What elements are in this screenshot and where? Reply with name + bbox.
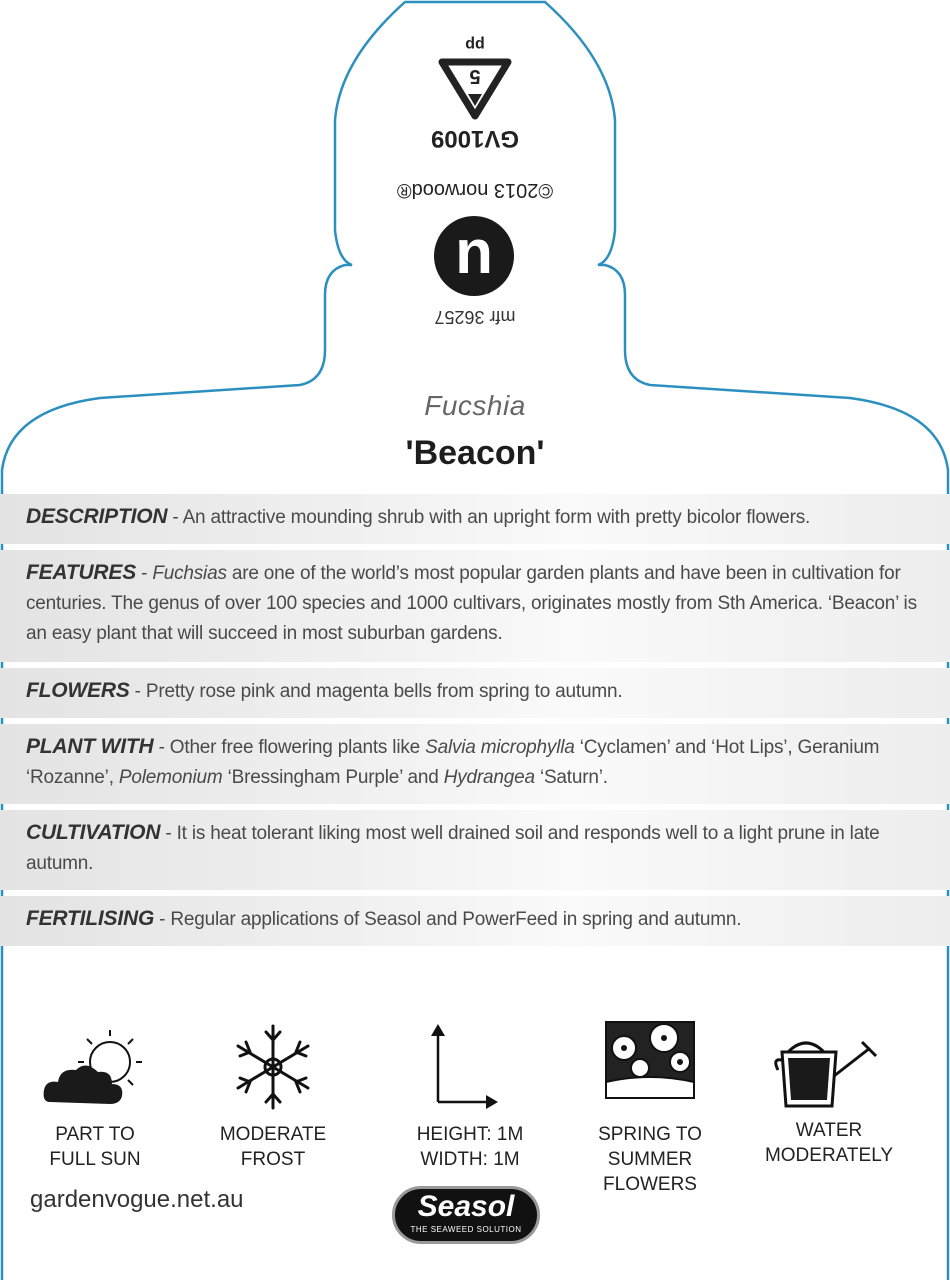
season-label-line3: FLOWERS bbox=[603, 1174, 697, 1195]
water-label-line2: MODERATELY bbox=[764, 1145, 894, 1166]
flowers-text: Pretty rose pink and magenta bells from spring to autumn. bbox=[145, 681, 623, 702]
description-section: DESCRIPTION - An attractive mounding shrub with an upright form with pretty bicolor flowers. bbox=[0, 494, 950, 544]
product-code: GV1009 bbox=[430, 125, 520, 152]
water-label bbox=[754, 1118, 904, 1168]
season-label-line1: SPRING TO bbox=[598, 1124, 702, 1145]
plant-with-text-3: ‘Bressingham Purple’ and bbox=[227, 767, 439, 788]
features-heading: FEATURES bbox=[26, 561, 137, 584]
size-label-line2: WIDTH: 1M bbox=[420, 1149, 520, 1170]
plant-with-em-3: Hydrangea bbox=[443, 767, 535, 788]
recycle-code: pp bbox=[465, 36, 485, 53]
features-section: FEATURES - Fuchsias are one of the world’s most popular garden plants and have been in cultivation for centuries. The genus of over 100 species and 1000 cultivars, originates mostly from Sth America. ‘Beacon’ is an easy plant that will succeed in most suburban gardens. bbox=[0, 550, 950, 662]
recycle-symbol bbox=[438, 36, 512, 120]
flowers-section: FLOWERS - Pretty rose pink and magenta bells from spring to autumn. bbox=[0, 668, 950, 718]
fertilising-text: Regular applications of Seasol and PowerFeed in spring and autumn. bbox=[170, 909, 742, 930]
plant-with-em-1: Salvia microphylla bbox=[425, 737, 575, 758]
frost-label-line2: FROST bbox=[240, 1149, 306, 1170]
copyright: ©2013 norwood® bbox=[396, 179, 554, 201]
cultivar-name: 'Beacon' bbox=[405, 434, 545, 472]
seasol-name: Seasol bbox=[417, 1190, 515, 1223]
frost-label bbox=[206, 1122, 340, 1172]
sun-label-line2: FULL SUN bbox=[49, 1149, 141, 1170]
description-heading: DESCRIPTION bbox=[26, 505, 168, 528]
cultivation-heading: CULTIVATION bbox=[26, 821, 161, 844]
water-label-line1: WATER bbox=[795, 1120, 863, 1141]
size-label-line1: HEIGHT: 1M bbox=[416, 1124, 524, 1145]
flowers-heading: FLOWERS bbox=[26, 679, 130, 702]
genus-name: Fucshia bbox=[424, 390, 526, 421]
plant-with-section: PLANT WITH - Other free flowering plants like Salvia microphylla ‘Cyclamen’ and ‘Hot Lips’, Geranium ‘Rozanne’, Polemonium ‘Bressingham Purple’ and Hydrangea ‘Saturn’. bbox=[0, 724, 950, 804]
recycle-number: 5 bbox=[469, 65, 481, 87]
fertilising-heading: FERTILISING bbox=[26, 907, 155, 930]
size-label bbox=[400, 1122, 540, 1172]
plant-with-text-4: ‘Saturn’. bbox=[539, 767, 608, 788]
seasol-logo bbox=[392, 1186, 540, 1244]
sun-label bbox=[30, 1122, 160, 1172]
fertilising-section: FERTILISING - Regular applications of Seasol and PowerFeed in spring and autumn. bbox=[0, 896, 950, 946]
cultivation-section: CULTIVATION - It is heat tolerant liking most well drained soil and responds well to a light prune in late autumn. bbox=[0, 810, 950, 890]
sun-label-line1: PART TO bbox=[55, 1124, 135, 1145]
height-width-arrows-icon bbox=[420, 1020, 500, 1110]
season-label-line2: SUMMER bbox=[607, 1149, 693, 1170]
season-label bbox=[580, 1122, 720, 1197]
plant-with-heading: PLANT WITH bbox=[26, 735, 154, 758]
watering-can-icon bbox=[774, 1030, 886, 1110]
logo-letter: u bbox=[455, 226, 493, 295]
cultivation-text: It is heat tolerant liking most well drained soil and responds well to a light prune in late autumn. bbox=[26, 823, 880, 874]
snowflake-icon bbox=[226, 1020, 320, 1114]
part-sun-icon bbox=[40, 1022, 150, 1112]
website-link[interactable]: gardenvogue.net.au bbox=[30, 1186, 244, 1213]
flower-bed-icon bbox=[602, 1018, 698, 1106]
frost-label-line1: MODERATE bbox=[219, 1124, 327, 1145]
norwood-logo bbox=[434, 216, 514, 296]
features-text: are one of the world’s most popular garden plants and have been in cultivation for centuries. The genus of over 100 species and 1000 cultivars, originates mostly from Sth America. ‘Beacon’ is an easy plant that will succeed in most suburban gardens. bbox=[26, 563, 917, 644]
description-text: An attractive mounding shrub with an upright form with pretty bicolor flowers. bbox=[182, 507, 811, 528]
mfr-number: mfr 36257 bbox=[434, 307, 516, 327]
plant-with-em-2: Polemonium bbox=[118, 767, 223, 788]
features-em: Fuchsias bbox=[152, 563, 227, 584]
plant-with-text-2: ‘Cyclamen’ and ‘Hot Lips’, Geranium ‘Rozanne’, bbox=[26, 737, 880, 788]
recycle-triangle-icon bbox=[438, 58, 512, 120]
seasol-tagline: THE SEAWEED SOLUTION bbox=[410, 1225, 522, 1234]
plant-with-text-1: Other free flowering plants like bbox=[169, 737, 421, 758]
